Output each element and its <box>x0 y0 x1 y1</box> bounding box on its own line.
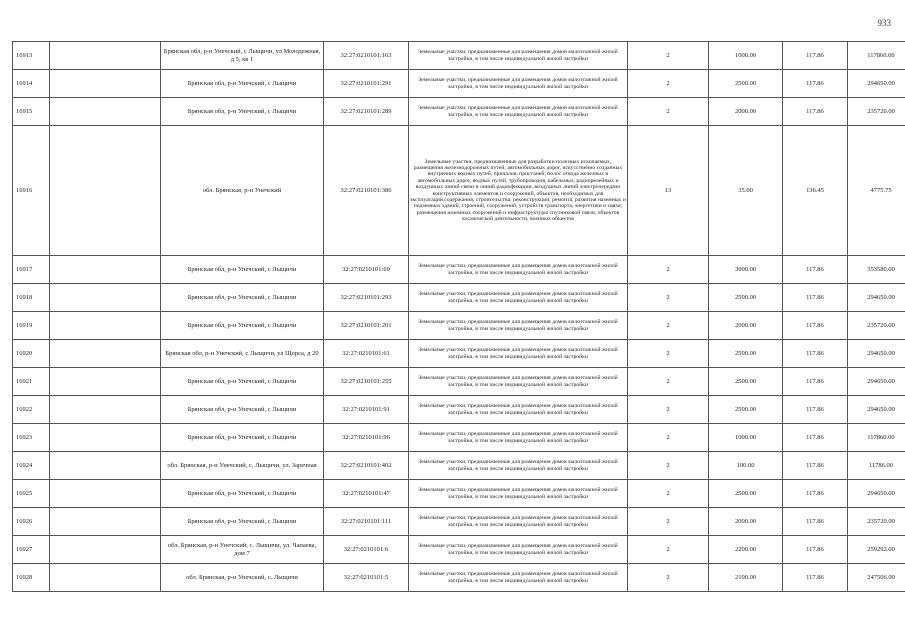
row-number: 16920 <box>13 340 50 368</box>
empty-cell <box>50 284 161 312</box>
land-use-cell: Земельные участки, предназначенные для размещения домов малоэтажной жилой застройки, в том числе индивидуальной жилой застройки <box>409 368 628 396</box>
rate-cell: 136.45 <box>783 126 848 256</box>
table-body <box>13 42 905 592</box>
cadastral-number-cell: 32:27:0210101:163 <box>324 42 409 70</box>
empty-cell <box>50 340 161 368</box>
area-cell: 2200.00 <box>709 536 783 564</box>
category-cell: 2 <box>628 340 709 368</box>
address-cell: обл. Брянская, р-н Унечский, с. Лыщичи <box>161 564 324 592</box>
category-cell: 2 <box>628 564 709 592</box>
table-row <box>13 126 905 256</box>
table-row <box>13 368 905 396</box>
cadastral-number-cell: 32:27:0210101:96 <box>324 424 409 452</box>
address-cell: Брянская обл, р-н Унечский, с Лыщичи <box>161 368 324 396</box>
rate-cell: 117.86 <box>783 256 848 284</box>
area-cell: 1000.00 <box>709 424 783 452</box>
cadastral-value-cell: 353580.00 <box>848 256 905 284</box>
cadastral-value-cell: 235720.00 <box>848 312 905 340</box>
cadastral-value-cell: 117860.00 <box>848 424 905 452</box>
address-cell: Брянская обл, р-н Унечский, с Лыщичи <box>161 256 324 284</box>
row-number: 16917 <box>13 256 50 284</box>
table-row <box>13 312 905 340</box>
cadastral-value-cell: 235720.00 <box>848 98 905 126</box>
cadastral-number-cell: 32:27:0210101:111 <box>324 508 409 536</box>
rate-cell: 117.86 <box>783 452 848 480</box>
category-cell: 2 <box>628 256 709 284</box>
category-cell: 2 <box>628 284 709 312</box>
rate-cell: 117.86 <box>783 284 848 312</box>
cadastral-number-cell: 32:27:0210101:91 <box>324 396 409 424</box>
address-cell: Брянская обл, р-н Унечский, с Лыщичи <box>161 70 324 98</box>
area-cell: 2000.00 <box>709 508 783 536</box>
rate-cell: 117.86 <box>783 312 848 340</box>
area-cell: 2500.00 <box>709 70 783 98</box>
table-row <box>13 452 905 480</box>
address-cell: Брянская обл, р-н Унечский, с Лыщичи, ул Молодежная, д 5, кв 1 <box>161 42 324 70</box>
empty-cell <box>50 126 161 256</box>
rate-cell: 117.86 <box>783 70 848 98</box>
empty-cell <box>50 312 161 340</box>
address-cell: Брянская обл, р-н Унечский, с Лыщичи <box>161 480 324 508</box>
empty-cell <box>50 480 161 508</box>
row-number: 16926 <box>13 508 50 536</box>
land-use-cell: Земельные участки, предназначенные для размещения домов малоэтажной жилой застройки, в том числе индивидуальной жилой застройки <box>409 70 628 98</box>
area-cell: 2500.00 <box>709 396 783 424</box>
area-cell: 1000.00 <box>709 42 783 70</box>
table-row <box>13 424 905 452</box>
cadastral-number-cell: 32:27:0210101:61 <box>324 340 409 368</box>
page-number: 933 <box>877 18 891 28</box>
area-cell: 2500.00 <box>709 368 783 396</box>
area-cell: 2500.00 <box>709 284 783 312</box>
land-registry-table <box>12 41 905 592</box>
address-cell: Брянская обл, р-н Унечский, с Лыщичи, ул Щорса, д 20 <box>161 340 324 368</box>
row-number: 16921 <box>13 368 50 396</box>
table-row <box>13 396 905 424</box>
address-cell: Брянская обл, р-н Унечский, с Лыщичи <box>161 396 324 424</box>
row-number: 16915 <box>13 98 50 126</box>
rate-cell: 117.86 <box>783 564 848 592</box>
row-number: 16928 <box>13 564 50 592</box>
area-cell: 2100.00 <box>709 564 783 592</box>
empty-cell <box>50 536 161 564</box>
table-row <box>13 70 905 98</box>
area-cell: 100.00 <box>709 452 783 480</box>
empty-cell <box>50 452 161 480</box>
cadastral-number-cell: 32:27:0210101:69 <box>324 256 409 284</box>
row-number: 16918 <box>13 284 50 312</box>
category-cell: 2 <box>628 70 709 98</box>
category-cell: 2 <box>628 368 709 396</box>
row-number: 16913 <box>13 42 50 70</box>
land-use-cell: Земельные участки, предназначенные для размещения домов малоэтажной жилой застройки, в том числе индивидуальной жилой застройки <box>409 424 628 452</box>
address-cell: Брянская обл, р-н Унечский, с Лыщичи <box>161 312 324 340</box>
cadastral-number-cell: 32:27:0210101:291 <box>324 70 409 98</box>
land-use-cell: Земельные участки, предназначенные для размещения домов малоэтажной жилой застройки, в том числе индивидуальной жилой застройки <box>409 396 628 424</box>
cadastral-number-cell: 32:27:0210101:289 <box>324 98 409 126</box>
row-number: 16923 <box>13 424 50 452</box>
category-cell: 2 <box>628 98 709 126</box>
address-cell: Брянская обл, р-н Унечский, с Лыщичи <box>161 424 324 452</box>
row-number: 16919 <box>13 312 50 340</box>
cadastral-number-cell: 32:27:0210101:255 <box>324 368 409 396</box>
area-cell: 35.00 <box>709 126 783 256</box>
area-cell: 2500.00 <box>709 480 783 508</box>
land-use-cell: Земельные участки, предназначенные для размещения домов малоэтажной жилой застройки, в том числе индивидуальной жилой застройки <box>409 256 628 284</box>
land-use-cell: Земельные участки, предназначенные для размещения домов малоэтажной жилой застройки, в том числе индивидуальной жилой застройки <box>409 312 628 340</box>
table-row <box>13 536 905 564</box>
address-cell: Брянская обл, р-н Унечский, с Лыщичи <box>161 508 324 536</box>
empty-cell <box>50 564 161 592</box>
rate-cell: 117.86 <box>783 42 848 70</box>
empty-cell <box>50 424 161 452</box>
land-use-cell: Земельные участки, предназначенные для размещения домов малоэтажной жилой застройки, в том числе индивидуальной жилой застройки <box>409 508 628 536</box>
cadastral-value-cell: 294650.00 <box>848 70 905 98</box>
land-use-cell: Земельные участки, предназначенные для размещения домов малоэтажной жилой застройки, в том числе индивидуальной жилой застройки <box>409 340 628 368</box>
rate-cell: 117.86 <box>783 508 848 536</box>
rate-cell: 117.86 <box>783 340 848 368</box>
land-use-cell: Земельные участки, предназначенные для размещения домов малоэтажной жилой застройки, в том числе индивидуальной жилой застройки <box>409 564 628 592</box>
land-use-cell: Земельные участки, предназначенные для размещения домов малоэтажной жилой застройки, в том числе индивидуальной жилой застройки <box>409 98 628 126</box>
table-row <box>13 508 905 536</box>
category-cell: 2 <box>628 424 709 452</box>
empty-cell <box>50 98 161 126</box>
cadastral-number-cell: 32:27:0210101:293 <box>324 284 409 312</box>
address-cell: обл. Брянская, р-н Унечский, с. Лыщичи, ул. Чапаева, дом 7 <box>161 536 324 564</box>
category-cell: 2 <box>628 396 709 424</box>
cadastral-number-cell: 32:27:0210101:6 <box>324 536 409 564</box>
cadastral-value-cell: 4775.75 <box>848 126 905 256</box>
table-row <box>13 256 905 284</box>
cadastral-value-cell: 117860.00 <box>848 42 905 70</box>
table-row <box>13 340 905 368</box>
cadastral-value-cell: 294650.00 <box>848 368 905 396</box>
rate-cell: 117.86 <box>783 536 848 564</box>
area-cell: 2500.00 <box>709 340 783 368</box>
cadastral-value-cell: 247506.00 <box>848 564 905 592</box>
address-cell: обл. Брянская, р-н Унечский <box>161 126 324 256</box>
cadastral-number-cell: 32:27:0210101:47 <box>324 480 409 508</box>
land-use-cell: Земельные участки, предназначенные для размещения домов малоэтажной жилой застройки, в том числе индивидуальной жилой застройки <box>409 480 628 508</box>
row-number: 16922 <box>13 396 50 424</box>
land-use-cell: Земельные участки, предназначенные для размещения домов малоэтажной жилой застройки, в том числе индивидуальной жилой застройки <box>409 452 628 480</box>
rate-cell: 117.86 <box>783 424 848 452</box>
rate-cell: 117.86 <box>783 98 848 126</box>
row-number: 16916 <box>13 126 50 256</box>
cadastral-number-cell: 32:27:0210101:5 <box>324 564 409 592</box>
cadastral-number-cell: 32:27:0210101:386 <box>324 126 409 256</box>
empty-cell <box>50 396 161 424</box>
category-cell: 2 <box>628 452 709 480</box>
empty-cell <box>50 368 161 396</box>
cadastral-number-cell: 32:27:0210101:201 <box>324 312 409 340</box>
category-cell: 2 <box>628 480 709 508</box>
land-use-cell: Земельные участки, предназначенные для размещения домов малоэтажной жилой застройки, в том числе индивидуальной жилой застройки <box>409 284 628 312</box>
cadastral-value-cell: 294650.00 <box>848 284 905 312</box>
cadastral-value-cell: 294650.00 <box>848 396 905 424</box>
address-cell: Брянская обл, р-н Унечский, с Лыщичи <box>161 284 324 312</box>
area-cell: 3000.00 <box>709 256 783 284</box>
category-cell: 2 <box>628 508 709 536</box>
land-use-cell: Земельные участки, предназначенные для размещения домов малоэтажной жилой застройки, в том числе индивидуальной жилой застройки <box>409 42 628 70</box>
row-number: 16914 <box>13 70 50 98</box>
category-cell: 2 <box>628 536 709 564</box>
table-row <box>13 480 905 508</box>
cadastral-value-cell: 235720.00 <box>848 508 905 536</box>
category-cell: 13 <box>628 126 709 256</box>
row-number: 16927 <box>13 536 50 564</box>
category-cell: 2 <box>628 42 709 70</box>
table-row <box>13 98 905 126</box>
empty-cell <box>50 508 161 536</box>
rate-cell: 117.86 <box>783 368 848 396</box>
table-row <box>13 42 905 70</box>
empty-cell <box>50 256 161 284</box>
area-cell: 2000.00 <box>709 312 783 340</box>
empty-cell <box>50 42 161 70</box>
cadastral-value-cell: 294650.00 <box>848 340 905 368</box>
row-number: 16924 <box>13 452 50 480</box>
land-use-cell: Земельные участки, предназначенные для разработки полезных ископаемых, размещения железнодорожных путей, автомобильных дорог, искусственно созданных внутренних водных путей, причалов, пристаней, полос отвода железных и автомобильных дорог, водных путей, трубопроводов, кабельных, радиорелейных и воздушных линий связи и линий радиофикации, воздушных линий электропередачи конструктивных элементов и сооружений, объектов, необходимых для эксплуатации,содержания, строительства, реконструкции, ремонта, развития наземных и подземных зданий, строений, сооружений, устройств транспорта, энергетики и связи; размещения наземных сооружений и инфраструктуры спутниковой связи, объектов космической деятельности, военных объектов <box>409 126 628 256</box>
address-cell: обл. Брянская, р-н Унечский, с. Лыщичи, ул. Заречная <box>161 452 324 480</box>
address-cell: Брянская обл, р-н Унечский, с Лыщичи <box>161 98 324 126</box>
rate-cell: 117.86 <box>783 396 848 424</box>
category-cell: 2 <box>628 312 709 340</box>
land-use-cell: Земельные участки, предназначенные для размещения домов малоэтажной жилой застройки, в том числе индивидуальной жилой застройки <box>409 536 628 564</box>
cadastral-value-cell: 11786.00 <box>848 452 905 480</box>
empty-cell <box>50 70 161 98</box>
area-cell: 2000.00 <box>709 98 783 126</box>
row-number: 16925 <box>13 480 50 508</box>
table-row <box>13 564 905 592</box>
cadastral-value-cell: 259292.00 <box>848 536 905 564</box>
table-row <box>13 284 905 312</box>
cadastral-value-cell: 294650.00 <box>848 480 905 508</box>
rate-cell: 117.86 <box>783 480 848 508</box>
cadastral-number-cell: 32:27:0210101:402 <box>324 452 409 480</box>
